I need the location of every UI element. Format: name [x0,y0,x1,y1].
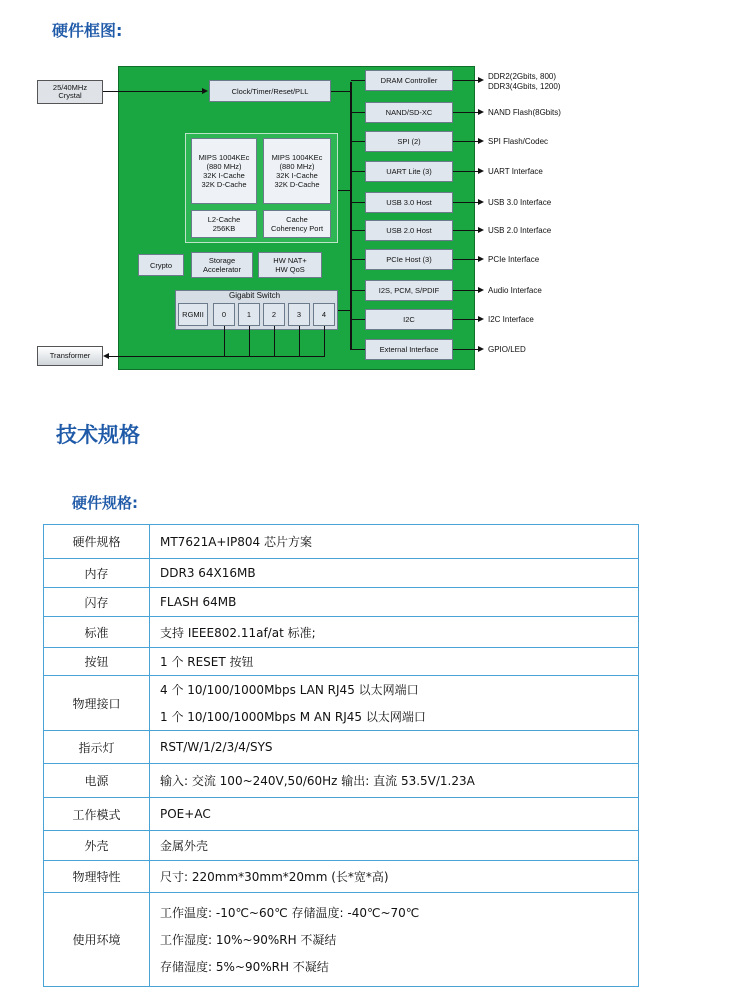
out-line-3 [453,171,479,172]
cpu-bus-link [338,190,351,191]
crystal-box [37,80,103,104]
spec-value [150,731,639,764]
out-arrow-5 [478,227,484,233]
spec-value [150,588,639,617]
interface-label-ddr3: DDR3(4Gbits, 1200) [488,82,561,91]
i2s-controller-label: I2S, PCM, S/PDIF [378,286,440,295]
spec-key: 电源 [44,764,150,798]
crystal-arrow [202,88,208,94]
spec-value [150,617,639,648]
link-8 [351,319,365,320]
spec-value-line: RST/W/1/2/3/4/SYS [160,740,273,754]
spec-value-line: 4 个 10/100/1000Mbps LAN RJ45 以太网端口 [160,683,419,697]
pcie-controller-block [365,249,453,270]
storage-accelerator-block [191,252,253,278]
nand-controller-label: NAND/SD-XC [385,108,433,117]
interface-label-audio: Audio Interface [488,286,542,295]
hardware-block-diagram [0,0,750,400]
coherency-line-1: Cache [286,215,308,224]
table-row [44,764,639,798]
port-0-label: 0 [221,310,227,319]
spec-value-line: 输入: 交流 100~240V,50/60Hz 输出: 直流 53.5V/1.23A [160,774,475,788]
table-row [44,831,639,861]
spec-key: 标准 [44,617,150,648]
table-row [44,731,639,764]
hardware-specs-heading: 硬件规格: [72,494,138,512]
cpu2-line-1: MIPS 1004KEc [271,153,323,162]
crystal-line [103,91,203,92]
out-arrow-4 [478,199,484,205]
cpu2-line-4: 32K D-Cache [274,180,320,189]
out-line-4 [453,202,479,203]
cpu2-line-3: 32K I-Cache [276,171,318,180]
interface-label-nand: NAND Flash(8Gbits) [488,108,561,117]
usb2-controller-label: USB 2.0 Host [386,226,432,235]
crystal-line-2: Crystal [58,91,82,100]
spec-key: 闪存 [44,588,150,617]
link-1 [351,112,365,113]
table-row [44,798,639,831]
interface-label-usb3: USB 3.0 Interface [488,198,552,207]
cpu2-line-2: (880 MHz) [279,162,315,171]
spec-key: 外壳 [44,831,150,861]
spec-value [150,676,639,731]
out-line-9 [453,349,479,350]
port-line-0 [224,326,225,356]
out-arrow-1 [478,109,484,115]
spec-value [150,798,639,831]
spec-value-line: DDR3 64X16MB [160,566,256,580]
i2c-controller-block [365,309,453,330]
switch-bus-link [338,310,351,311]
spi-controller-block [365,131,453,152]
out-line-6 [453,259,479,260]
spec-key: 指示灯 [44,731,150,764]
spec-value-line: MT7621A+IP804 芯片方案 [160,535,312,549]
clock-bus-link [331,91,351,92]
port-1 [238,303,260,326]
spec-table [43,524,639,987]
port-rgmii [178,303,208,326]
storage-line-2: Accelerator [203,265,241,274]
port-4 [313,303,335,326]
spec-value-line: 金属外壳 [160,839,209,853]
tech-specs-heading: 技术规格 [56,423,140,447]
hwnat-line-2: HW QoS [275,265,305,274]
nand-controller-block [365,102,453,123]
port-4-label: 4 [321,310,327,319]
storage-line-1: Storage [208,256,236,265]
transformer-bus [109,356,325,357]
spec-value [150,893,639,987]
interface-label-i2c: I2C Interface [488,315,534,324]
spec-value-line: 工作温度: -10℃~60℃ 存储温度: -40℃~70℃ [160,906,420,920]
hwnat-line-1: HW NAT+ [273,256,307,265]
interface-label-ddr2: DDR2(2Gbits, 800) [488,72,557,81]
out-line-0 [453,80,479,81]
port-line-1 [249,326,250,356]
transformer-arrow [103,353,109,359]
port-line-3 [299,326,300,356]
hardware-diagram-heading: 硬件框图: [52,21,123,40]
external-interface-block [365,339,453,360]
port-1-label: 1 [246,310,252,319]
cpu1-line-4: 32K D-Cache [201,180,247,189]
uart-controller-block [365,161,453,182]
port-3-label: 3 [296,310,302,319]
i2c-controller-label: I2C [403,315,415,324]
out-line-5 [453,230,479,231]
spec-value-line: 1 个 RESET 按钮 [160,655,254,669]
usb3-controller-block [365,192,453,213]
table-row [44,676,639,731]
spec-key: 硬件规格 [44,525,150,559]
out-arrow-6 [478,256,484,262]
spec-value [150,525,639,559]
port-0 [213,303,235,326]
spec-key: 物理接口 [44,676,150,731]
crypto-block [138,254,184,276]
interface-label-uart: UART Interface [488,167,543,176]
cpu-core-1 [191,138,257,204]
port-2 [263,303,285,326]
l2-line-2: 256KB [212,224,236,233]
spec-value [150,861,639,893]
cpu1-line-1: MIPS 1004KEc [198,153,250,162]
external-interface-label: External Interface [379,345,439,354]
port-3 [288,303,310,326]
l2-line-1: L2-Cache [207,215,241,224]
coherency-port-block [263,210,331,238]
dram-controller-block [365,70,453,91]
crypto-label: Crypto [149,260,173,270]
spec-value [150,648,639,676]
dram-controller-label: DRAM Controller [380,76,438,85]
l2-cache-block [191,210,257,238]
spec-key: 按钮 [44,648,150,676]
interface-label-gpio: GPIO/LED [488,345,526,354]
out-arrow-8 [478,316,484,322]
spec-key: 内存 [44,559,150,588]
transformer-label: Transformer [49,351,91,360]
out-line-8 [453,319,479,320]
uart-controller-label: UART Lite (3) [386,167,432,176]
spec-value [150,764,639,798]
out-arrow-9 [478,346,484,352]
usb3-controller-label: USB 3.0 Host [386,198,432,207]
out-line-7 [453,290,479,291]
usb2-controller-block [365,220,453,241]
coherency-line-2: Coherency Port [270,224,324,233]
interface-label-usb2: USB 2.0 Interface [488,226,552,235]
port-line-4 [324,326,325,356]
cpu-core-2 [263,138,331,204]
cpu1-line-3: 32K I-Cache [203,171,245,180]
link-7 [351,290,365,291]
clock-label: Clock/Timer/Reset/PLL [231,86,309,96]
spec-value-line: 尺寸: 220mm*30mm*20mm (长*宽*高) [160,870,389,884]
spec-value-line: 工作湿度: 10%~90%RH 不凝结 [160,933,337,947]
out-arrow-0 [478,77,484,83]
table-row [44,861,639,893]
link-9 [351,349,365,350]
interface-label-spi: SPI Flash/Codec [488,137,549,146]
table-row [44,588,639,617]
port-rgmii-label: RGMII [182,310,204,319]
transformer-box [37,346,103,366]
table-row [44,617,639,648]
i2s-controller-block [365,280,453,301]
link-3 [351,171,365,172]
gigabit-switch-label: Gigabit Switch [229,291,281,300]
spec-value-line: 支持 IEEE802.11af/at 标准; [160,625,316,640]
out-arrow-3 [478,168,484,174]
spec-value-line: 1 个 10/100/1000Mbps M AN RJ45 以太网端口 [160,710,426,724]
spec-value-line: 存储湿度: 5%~90%RH 不凝结 [160,960,329,974]
table-row [44,648,639,676]
spec-value-line: POE+AC [160,807,211,821]
hw-nat-block [258,252,322,278]
pcie-controller-label: PCIe Host (3) [386,255,432,264]
link-4 [351,202,365,203]
spec-key: 使用环境 [44,893,150,987]
spec-value [150,559,639,588]
out-arrow-2 [478,138,484,144]
spec-key: 物理特性 [44,861,150,893]
spec-key: 工作模式 [44,798,150,831]
cpu1-line-2: (880 MHz) [206,162,242,171]
table-row [44,559,639,588]
clock-block [209,80,331,102]
link-2 [351,141,365,142]
spi-controller-label: SPI (2) [397,137,421,146]
out-arrow-7 [478,287,484,293]
crystal-line-1: 25/40MHz [52,83,88,92]
link-6 [351,259,365,260]
spec-value [150,831,639,861]
link-5 [351,230,365,231]
table-row [44,893,639,987]
link-0 [351,80,365,81]
out-line-2 [453,141,479,142]
interface-label-pcie: PCIe Interface [488,255,540,264]
spec-value-line: FLASH 64MB [160,595,237,609]
table-row [44,525,639,559]
out-line-1 [453,112,479,113]
port-2-label: 2 [271,310,277,319]
port-line-2 [274,326,275,356]
